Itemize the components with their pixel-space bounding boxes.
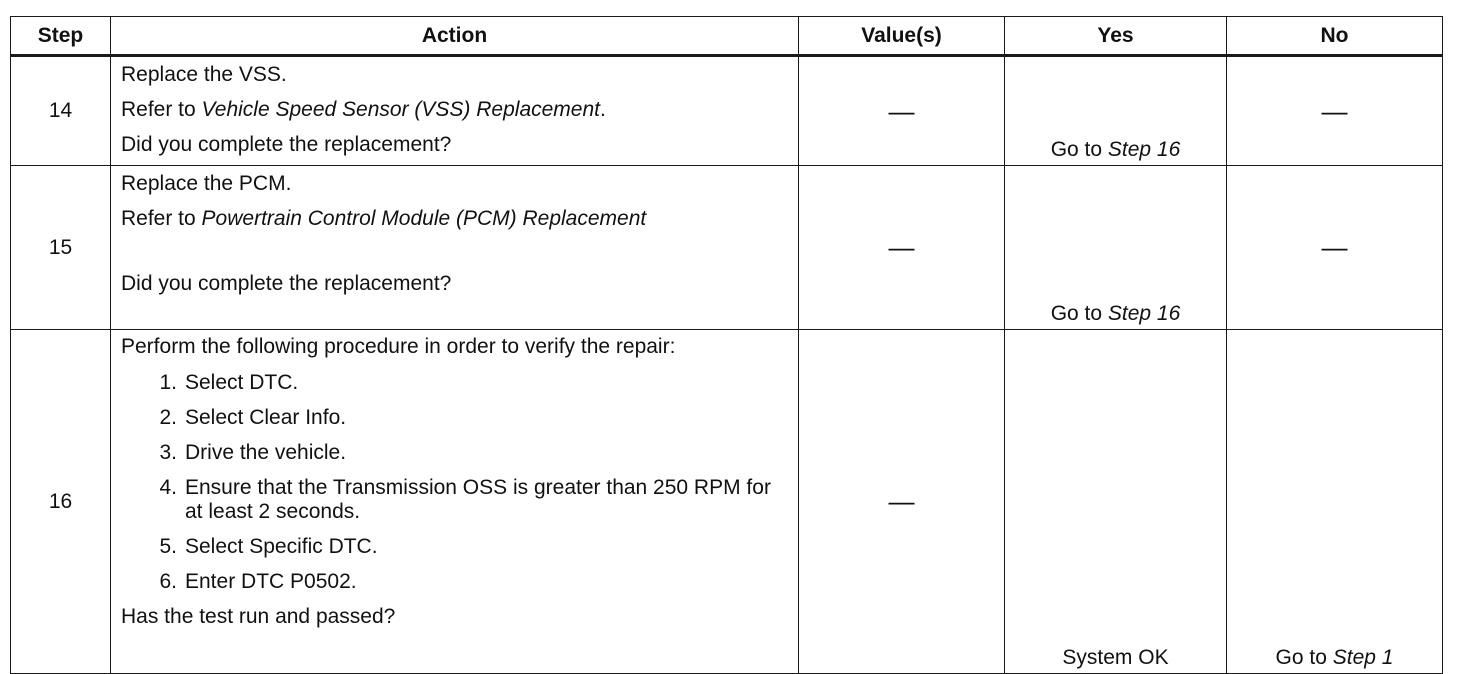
table-row-step-14: [11, 56, 1443, 166]
reference-prefix: Refer to: [121, 207, 202, 230]
procedure-step: [121, 371, 788, 395]
spacer: [121, 242, 788, 272]
values-cell: —: [799, 330, 1005, 674]
values-cell: —: [799, 56, 1005, 166]
procedure-step-text: Select Clear Info.: [185, 406, 347, 429]
action-reference: [121, 98, 788, 122]
header-yes: Yes: [1005, 17, 1227, 56]
procedure-step-text: Ensure that the Transmission OSS is greater than 250 RPM for at least 2 seconds.: [185, 476, 771, 523]
procedure-step: [121, 476, 788, 524]
procedure-step: [121, 406, 788, 430]
header-no: No: [1227, 17, 1443, 56]
reference-suffix: .: [599, 98, 606, 121]
no-cell: —: [1227, 166, 1443, 330]
table-row-step-15: [11, 166, 1443, 330]
reference-link[interactable]: Powertrain Control Module (PCM) Replacement: [201, 207, 647, 230]
procedure-step-text: Enter DTC P0502.: [185, 570, 357, 593]
yes-prefix: Go to: [1050, 302, 1108, 325]
step-number: 15: [11, 166, 111, 330]
no-prefix: Go to: [1275, 646, 1333, 669]
action-question: Has the test run and passed?: [121, 605, 396, 628]
header-values: Value(s): [799, 17, 1005, 56]
no-cell: —: [1227, 56, 1443, 166]
procedure-step-text: Select Specific DTC.: [185, 535, 378, 558]
no-step-link[interactable]: Step 1: [1332, 646, 1394, 669]
header-step: Step: [11, 17, 111, 56]
procedure-step-number: 4.: [159, 476, 177, 499]
action-reference: [121, 207, 788, 231]
procedure-step: [121, 441, 788, 465]
action-cell: [111, 330, 799, 674]
action-question: Did you complete the replacement?: [121, 133, 452, 156]
yes-prefix: Go to: [1050, 138, 1108, 161]
action-cell: [111, 56, 799, 166]
procedure-step-number: 3.: [159, 441, 177, 464]
action-instruction: Replace the PCM.: [121, 172, 292, 195]
procedure-step: [121, 535, 788, 559]
action-instruction: Replace the VSS.: [121, 63, 287, 86]
procedure-step-number: 1.: [159, 371, 177, 394]
step-number: 16: [11, 330, 111, 674]
procedure-step-number: 5.: [159, 535, 177, 558]
procedure-step-text: Select DTC.: [185, 371, 299, 394]
procedure-step-text: Drive the vehicle.: [185, 441, 347, 464]
procedure-step-number: 2.: [159, 406, 177, 429]
procedure-step: [121, 570, 788, 594]
table-row-step-16: [11, 330, 1443, 674]
yes-cell: [1005, 166, 1227, 330]
reference-link[interactable]: Vehicle Speed Sensor (VSS) Replacement: [201, 98, 600, 121]
yes-cell: [1005, 56, 1227, 166]
reference-prefix: Refer to: [121, 98, 202, 121]
action-question: Did you complete the replacement?: [121, 272, 452, 295]
yes-cell: System OK: [1005, 330, 1227, 674]
yes-step-link[interactable]: Step 16: [1107, 302, 1181, 325]
yes-step-link[interactable]: Step 16: [1107, 138, 1181, 161]
no-cell: [1227, 330, 1443, 674]
header-action: Action: [111, 17, 799, 56]
values-cell: —: [799, 166, 1005, 330]
diagnostic-table-container: [10, 16, 1443, 674]
header-row: [11, 17, 1443, 56]
diagnostic-table: [10, 16, 1443, 674]
action-cell: [111, 166, 799, 330]
step-number: 14: [11, 56, 111, 166]
procedure-step-number: 6.: [159, 570, 177, 593]
action-intro: Perform the following procedure in order to verify the repair:: [121, 335, 676, 358]
